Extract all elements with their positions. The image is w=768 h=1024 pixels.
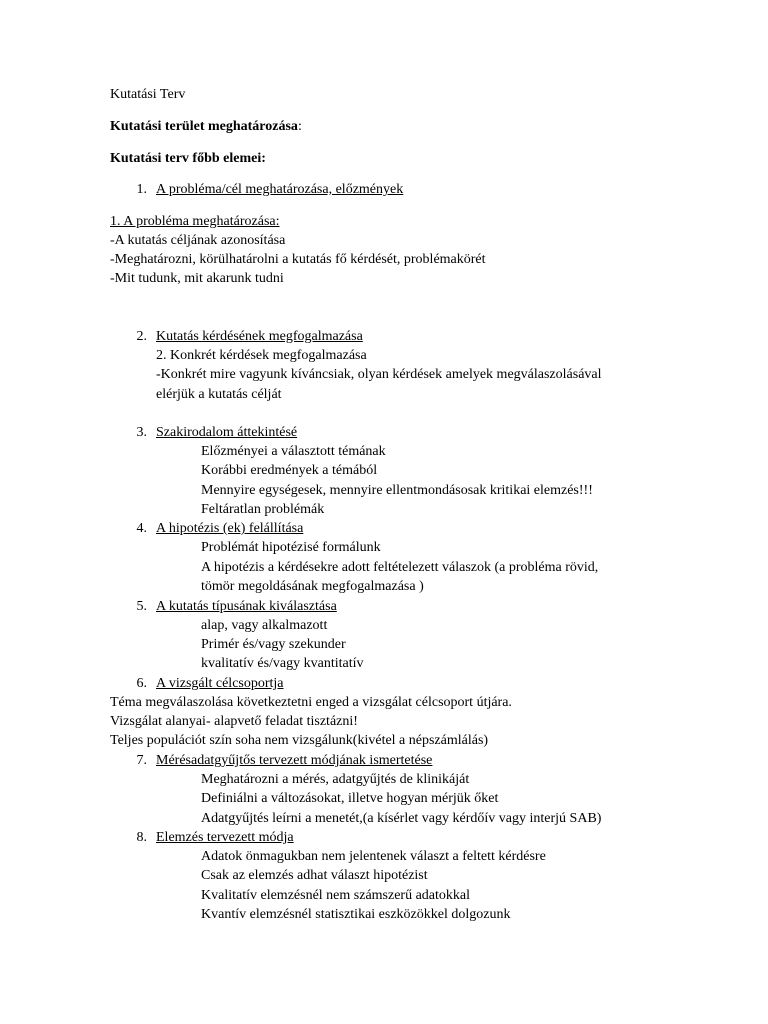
section-8-line: Csak az elemzés adhat választ hipotézist xyxy=(201,868,428,883)
section-7-line: Meghatározni a mérés, adatgyűjtés de klinikáját xyxy=(201,772,470,787)
section-7-line: Adatgyűjtés leírni a menetét,(a kísérlet vagy kérdőív vagy interjú SAB) xyxy=(201,811,602,826)
section-5-heading: A kutatás típusának kiválasztása xyxy=(156,599,337,614)
plan-elements-heading: Kutatási terv főbb elemei: xyxy=(110,151,266,166)
section-6-number: 6. xyxy=(136,676,147,691)
section-3-heading: Szakirodalom áttekintésé xyxy=(156,425,298,440)
section-4-number: 4. xyxy=(136,521,147,536)
section-8-line: Adatok önmagukban nem jelentenek választ a feltett kérdésre xyxy=(201,849,546,864)
section-6-line: Teljes populációt szín soha nem vizsgálunk(kivétel a népszámlálás) xyxy=(110,733,489,748)
section-5-line: kvalitatív és/vagy kvantitatív xyxy=(201,656,364,671)
document-title: Kutatási Terv xyxy=(110,87,186,102)
section-1-subheading: 1. A probléma meghatározása: xyxy=(110,214,280,229)
research-area-heading-colon: : xyxy=(297,119,302,134)
section-2-heading: Kutatás kérdésének megfogalmazása xyxy=(156,329,363,344)
research-area-heading xyxy=(110,117,302,136)
section-4-line: A hipotézis a kérdésekre adott feltételezett válaszok (a probléma rövid, xyxy=(201,560,599,575)
section-1-line: -Mit tudunk, mit akarunk tudni xyxy=(110,271,284,286)
section-3-number: 3. xyxy=(136,425,147,440)
section-1-line: -A kutatás céljának azonosítása xyxy=(110,233,286,248)
section-3-line: Mennyire egységesek, mennyire ellentmondásosak kritikai elemzés!!! xyxy=(201,483,593,498)
section-7-line: Definiálni a változásokat, illetve hogyan mérjük őket xyxy=(201,791,499,806)
section-3-line: Feltáratlan problémák xyxy=(201,502,325,517)
section-8-number: 8. xyxy=(136,830,147,845)
section-6-heading: A vizsgált célcsoportja xyxy=(156,676,284,691)
section-6-line: Vizsgálat alanyai- alapvető feladat tisztázni! xyxy=(110,714,358,729)
section-1-number: 1. xyxy=(136,182,147,197)
section-4-line: Problémát hipotézisé formálunk xyxy=(201,540,381,555)
section-3-line: Előzményei a választott témának xyxy=(201,444,386,459)
section-2-line: elérjük a kutatás célját xyxy=(156,387,282,402)
section-8-line: Kvalitatív elemzésnél nem számszerű adatokkal xyxy=(201,888,471,903)
section-7-heading: Mérésadatgyűjtős tervezett módjának ismertetése xyxy=(156,753,433,768)
section-8-heading: Elemzés tervezett módja xyxy=(156,830,294,845)
section-5-line: Primér és/vagy szekunder xyxy=(201,637,346,652)
section-1-heading: A probléma/cél meghatározása, előzmények xyxy=(156,182,404,197)
section-7-number: 7. xyxy=(136,753,147,768)
section-3-line: Korábbi eredmények a témából xyxy=(201,463,378,478)
section-6-line: Téma megválaszolása következtetni enged a vizsgálat célcsoport útjára. xyxy=(110,695,512,710)
section-1-line: -Meghatározni, körülhatárolni a kutatás fő kérdését, problémakörét xyxy=(110,252,486,267)
section-5-line: alap, vagy alkalmazott xyxy=(201,618,328,633)
section-4-line: tömör megoldásának megfogalmazása ) xyxy=(201,579,424,594)
section-2-line: 2. Konkrét kérdések megfogalmazása xyxy=(156,348,367,363)
research-area-heading-text: Kutatási terület meghatározása xyxy=(110,119,298,134)
section-8-line: Kvantív elemzésnél statisztikai eszközökkel dolgozunk xyxy=(201,907,511,922)
section-4-heading: A hipotézis (ek) felállítása xyxy=(156,521,304,536)
section-2-line: -Konkrét mire vagyunk kíváncsiak, olyan kérdések amelyek megválaszolásával xyxy=(156,367,602,382)
section-2-number: 2. xyxy=(136,329,147,344)
section-5-number: 5. xyxy=(136,599,147,614)
